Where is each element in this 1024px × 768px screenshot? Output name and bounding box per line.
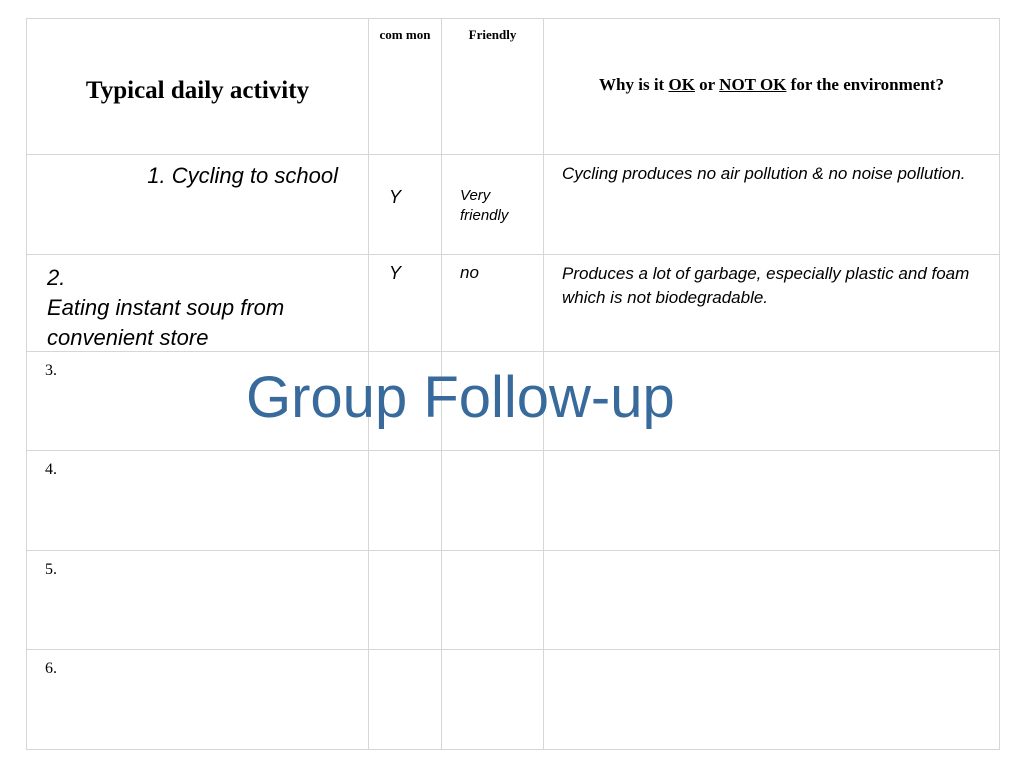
header-friendly-cell [442,19,544,155]
reason-cell [544,155,1000,255]
header-friendly: Friendly [468,27,517,42]
activity-cell [27,255,369,352]
row-number: 5. [45,561,57,578]
header-common-cell [369,19,442,155]
friendly-value: no [460,263,479,282]
table-row [27,451,1000,551]
friendly-cell [442,551,544,650]
reason-cell [544,551,1000,650]
common-cell [369,255,442,352]
friendly-value: Very friendly [460,187,509,224]
friendly-cell [442,255,544,352]
activity-cell [27,155,369,255]
activity-description: Eating instant soup from convenient store [47,295,285,350]
activity-number: 2. [47,265,66,290]
header-why-cell [544,19,1000,155]
common-cell [369,451,442,551]
row-number: 3. [45,362,57,379]
header-activity: Typical daily activity [85,77,310,104]
activity-text [47,263,368,352]
group-follow-up-title: Group Follow-up [246,365,675,430]
activity-cell [27,551,369,650]
table-row [27,650,1000,750]
friendly-cell [442,451,544,551]
table-row [27,551,1000,650]
common-cell [369,551,442,650]
header-why: Why is it OK or NOT OK for the environment? [599,75,944,94]
common-cell [369,650,442,750]
friendly-cell [442,155,544,255]
activity-text: 1. Cycling to school [147,163,338,188]
activity-cell [27,650,369,750]
row-number: 6. [45,660,57,677]
table-header-row [27,19,1000,155]
row-number: 4. [45,461,57,478]
header-activity-cell [27,19,369,155]
reason-cell [544,451,1000,551]
reason-cell [544,255,1000,352]
friendly-cell [442,650,544,750]
reason-text: Produces a lot of garbage, especially plastic and foam which is not biodegradable. [562,264,970,307]
header-common: com mon [379,27,431,42]
table-row [27,255,1000,352]
header-not-ok: NOT OK [719,75,787,94]
reason-cell [544,650,1000,750]
table-row [27,155,1000,255]
common-value: Y [389,187,402,207]
common-cell [369,155,442,255]
common-value: Y [389,263,402,283]
activity-cell [27,451,369,551]
header-ok: OK [668,75,695,94]
reason-text: Cycling produces no air pollution & no noise pollution. [562,164,966,183]
